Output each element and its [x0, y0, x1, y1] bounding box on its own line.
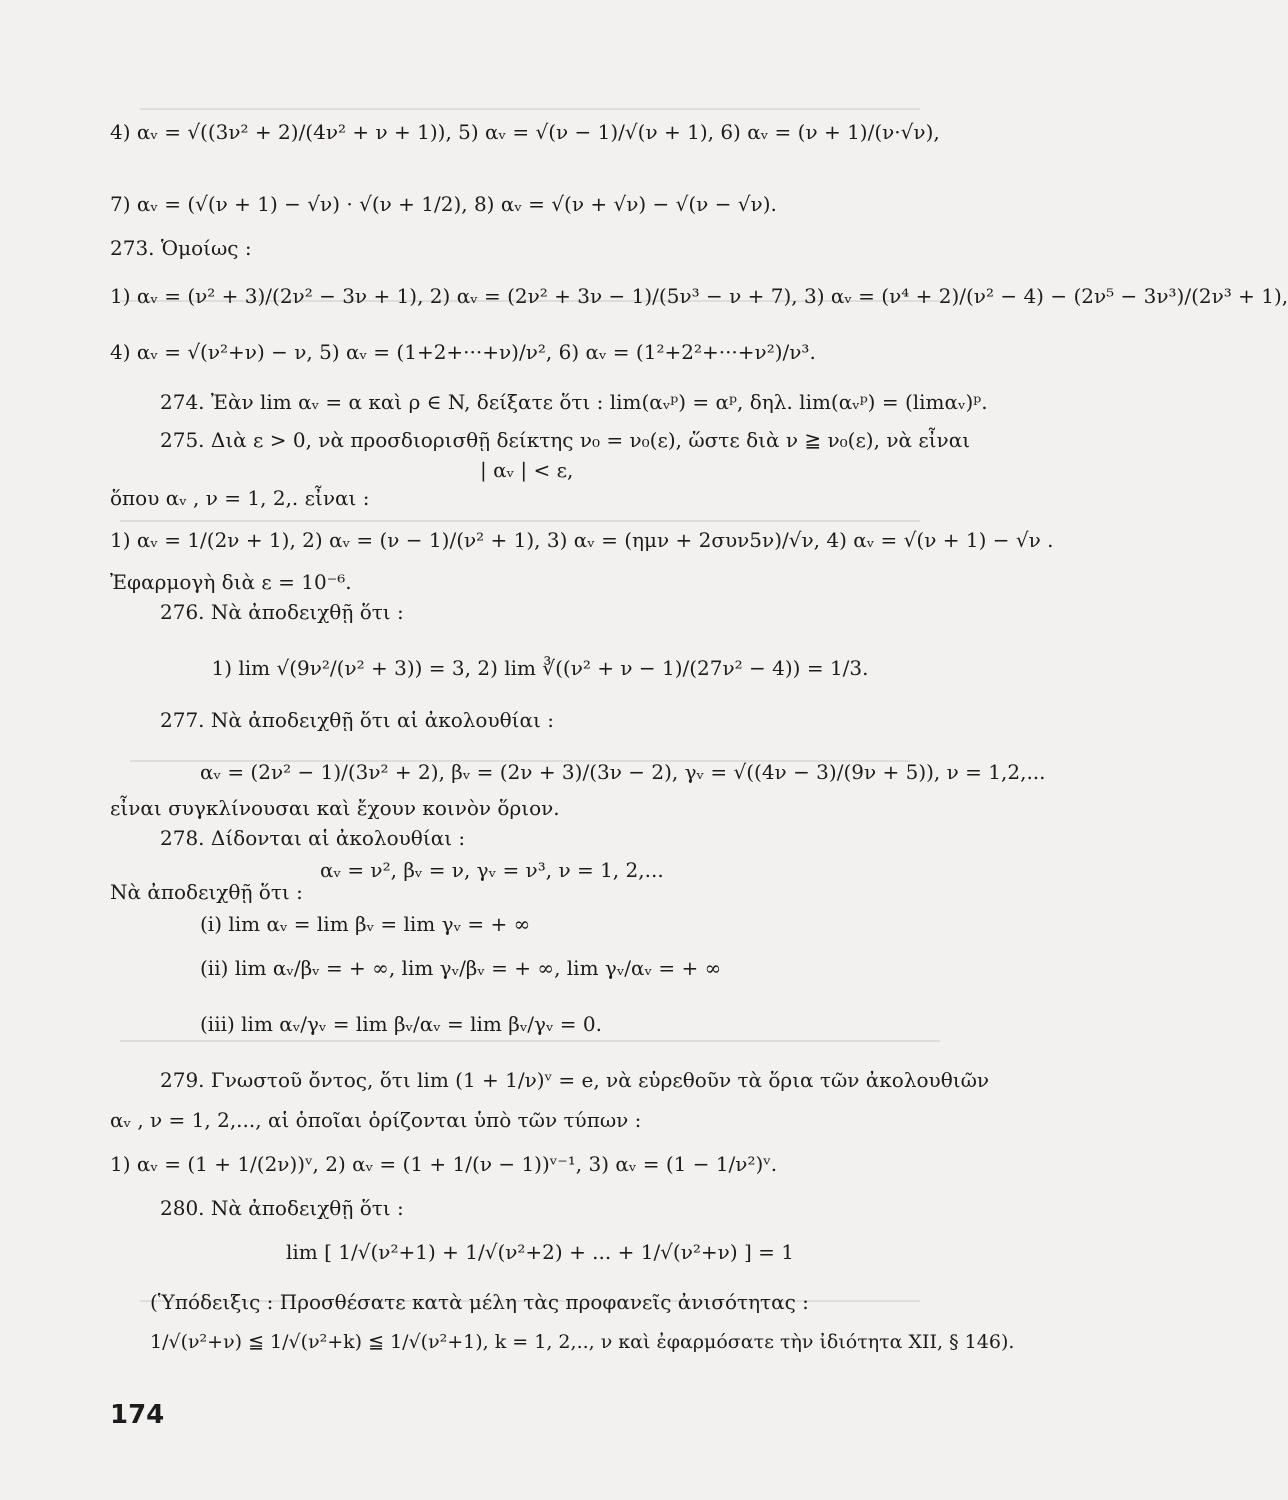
exercise-280-inequalities: 1/√(ν²+ν) ≦ 1/√(ν²+k) ≦ 1/√(ν²+1), k = 1, 2,.., ν καὶ ἐφαρμόσατε τὴν ἰδιότητα XII, § 146). — [150, 1331, 1015, 1353]
exercise-278-part-iii: (iii) lim αᵥ/γᵥ = lim βᵥ/αᵥ = lim βᵥ/γᵥ = 0. — [200, 1012, 602, 1036]
exercise-278-prove: Νὰ ἀποδειχθῇ ὅτι : — [110, 880, 303, 904]
exercise-280-heading: 280. Νὰ ἀποδειχθῇ ὅτι : — [160, 1196, 404, 1220]
exercise-275-application: Ἐφαρμογὴ διὰ ε = 10⁻⁶. — [110, 570, 352, 594]
exercise-277-heading: 277. Νὰ ἀποδειχθῇ ὅτι αἱ ἀκολουθίαι : — [160, 708, 554, 732]
exercise-275-inequality: | αᵥ | < ε, — [480, 458, 574, 482]
exercise-278-part-ii: (ii) lim αᵥ/βᵥ = + ∞, lim γᵥ/βᵥ = + ∞, lim γᵥ/αᵥ = + ∞ — [200, 956, 722, 980]
exercise-280-limit: lim [ 1/√(ν²+1) + 1/√(ν²+2) + ... + 1/√(ν²+ν) ] = 1 — [286, 1240, 794, 1264]
exercise-272-items-7-8: 7) αᵥ = (√(ν + 1) − √ν) · √(ν + 1/2), 8) αᵥ = √(ν + √ν) − √(ν − √ν). — [110, 192, 777, 216]
page-number: 174 — [110, 1400, 165, 1430]
exercise-276-limits: 1) lim √(9ν²/(ν² + 3)) = 3, 2) lim ∛((ν² + ν − 1)/(27ν² − 4)) = 1/3. — [211, 656, 869, 680]
exercise-280-hint: (Ὑπόδειξις : Προσθέσατε κατὰ μέλη τὰς προφανεῖς ἀνισότητας : — [150, 1290, 809, 1314]
exercise-279-items: 1) αᵥ = (1 + 1/(2ν))ᵛ, 2) αᵥ = (1 + 1/(ν − 1))ᵛ⁻¹, 3) αᵥ = (1 − 1/ν²)ᵛ. — [110, 1152, 778, 1176]
exercise-275-items: 1) αᵥ = 1/(2ν + 1), 2) αᵥ = (ν − 1)/(ν² + 1), 3) αᵥ = (ημν + 2συν5ν)/√ν, 4) αᵥ = √(ν + 1) − √ν . — [110, 528, 1054, 552]
exercise-272-items-4-6: 4) αᵥ = √((3ν² + 2)/(4ν² + ν + 1)), 5) αᵥ = √(ν − 1)/√(ν + 1), 6) αᵥ = (ν + 1)/(ν·√ν), — [110, 120, 940, 144]
exercise-275-where: ὅπου αᵥ , ν = 1, 2,. εἶναι : — [110, 486, 370, 510]
exercise-278-sequences: αᵥ = ν², βᵥ = ν, γᵥ = ν³, ν = 1, 2,... — [320, 858, 664, 882]
exercise-277-sequences: αᵥ = (2ν² − 1)/(3ν² + 2), βᵥ = (2ν + 3)/(3ν − 2), γᵥ = √((4ν − 3)/(9ν + 5)), ν = 1,2,... — [200, 760, 1046, 784]
exercise-273-heading: 273. Ὁμοίως : — [110, 236, 252, 260]
exercise-278-part-i: (i) lim αᵥ = lim βᵥ = lim γᵥ = + ∞ — [200, 912, 531, 936]
exercise-273-items-1-3: 1) αᵥ = (ν² + 3)/(2ν² − 3ν + 1), 2) αᵥ = (2ν² + 3ν − 1)/(5ν³ − ν + 7), 3) αᵥ = (ν⁴ + 2)/(ν² − 4) − (2ν⁵ − 3ν³)/(2ν³ + 1), — [110, 284, 1288, 308]
exercise-278-heading: 278. Δίδονται αἱ ἀκολουθίαι : — [160, 826, 466, 850]
exercise-277-conclusion: εἶναι συγκλίνουσαι καὶ ἔχουν κοινὸν ὅριον. — [110, 796, 560, 820]
exercise-275-text: 275. Διὰ ε > 0, νὰ προσδιορισθῇ δείκτης ν₀ = ν₀(ε), ὥστε διὰ ν ≧ ν₀(ε), νὰ εἶναι — [160, 428, 971, 452]
exercise-274: 274. Ἐὰν lim αᵥ = α καὶ ρ ∈ N, δείξατε ὅτι : lim(αᵥᵖ) = αᵖ, δηλ. lim(αᵥᵖ) = (limαᵥ)ᵖ. — [160, 390, 988, 414]
exercise-276-heading: 276. Νὰ ἀποδειχθῇ ὅτι : — [160, 600, 404, 624]
exercise-273-items-4-6: 4) αᵥ = √(ν²+ν) − ν, 5) αᵥ = (1+2+···+ν)/ν², 6) αᵥ = (1²+2²+···+ν²)/ν³. — [110, 340, 816, 364]
exercise-279-text: 279. Γνωστοῦ ὄντος, ὅτι lim (1 + 1/ν)ᵛ = e, νὰ εὑρεθοῦν τὰ ὅρια τῶν ἀκολουθιῶν — [160, 1068, 990, 1092]
exercise-279-formulas-intro: αᵥ , ν = 1, 2,..., αἱ ὁποῖαι ὁρίζονται ὑπὸ τῶν τύπων : — [110, 1108, 642, 1132]
